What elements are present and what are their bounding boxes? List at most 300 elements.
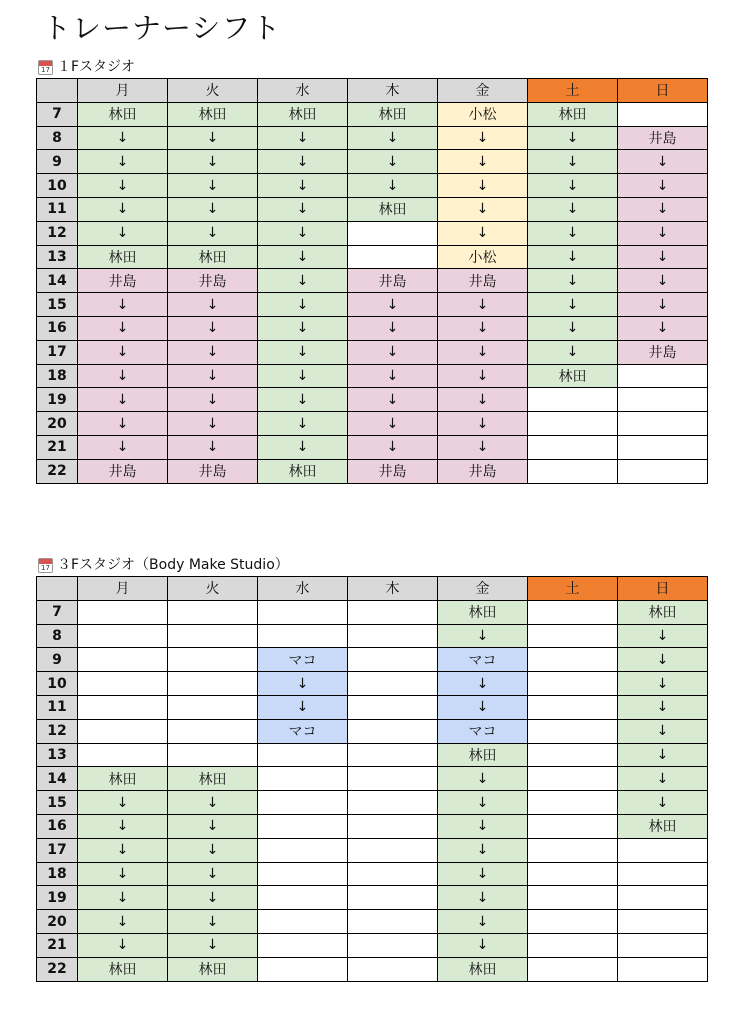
shift-cell: 林田 bbox=[168, 245, 258, 269]
shift-cell bbox=[618, 388, 708, 412]
day-header: 月 bbox=[78, 577, 168, 601]
shift-cell: ↓ bbox=[438, 293, 528, 317]
shift-cell: ↓ bbox=[438, 316, 528, 340]
shift-cell bbox=[258, 600, 348, 624]
shift-cell: ↓ bbox=[528, 293, 618, 317]
shift-cell: ↓ bbox=[528, 269, 618, 293]
shift-cell bbox=[618, 838, 708, 862]
shift-cell bbox=[168, 719, 258, 743]
shift-cell: ↓ bbox=[168, 910, 258, 934]
shift-cell: ↓ bbox=[528, 197, 618, 221]
shift-cell: ↓ bbox=[348, 293, 438, 317]
table-row bbox=[37, 388, 708, 412]
shift-cell bbox=[348, 672, 438, 696]
day-header: 日 bbox=[618, 577, 708, 601]
studio-1f-title bbox=[38, 56, 135, 78]
shift-cell: ↓ bbox=[438, 695, 528, 719]
shift-cell bbox=[78, 600, 168, 624]
shift-cell bbox=[528, 624, 618, 648]
corner-cell bbox=[37, 79, 78, 103]
shift-cell bbox=[258, 910, 348, 934]
shift-cell: マコ bbox=[438, 648, 528, 672]
hour-cell: 9 bbox=[37, 150, 78, 174]
shift-cell: ↓ bbox=[528, 316, 618, 340]
table-row bbox=[37, 838, 708, 862]
shift-cell: ↓ bbox=[348, 174, 438, 198]
shift-cell: ↓ bbox=[618, 672, 708, 696]
shift-cell bbox=[528, 862, 618, 886]
shift-cell: ↓ bbox=[618, 719, 708, 743]
shift-cell: ↓ bbox=[168, 340, 258, 364]
shift-cell: ↓ bbox=[438, 197, 528, 221]
hour-cell: 15 bbox=[37, 293, 78, 317]
shift-cell bbox=[348, 648, 438, 672]
studio-3f-label: ３Fスタジオ（Body Make Studio） bbox=[57, 557, 289, 573]
shift-cell bbox=[618, 910, 708, 934]
shift-cell bbox=[168, 672, 258, 696]
shift-cell: ↓ bbox=[78, 316, 168, 340]
shift-cell bbox=[78, 648, 168, 672]
shift-cell: ↓ bbox=[78, 364, 168, 388]
shift-cell bbox=[258, 957, 348, 981]
shift-cell bbox=[168, 600, 258, 624]
table-row bbox=[37, 672, 708, 696]
shift-cell: ↓ bbox=[168, 126, 258, 150]
hour-cell: 18 bbox=[37, 862, 78, 886]
shift-cell bbox=[348, 767, 438, 791]
shift-cell: ↓ bbox=[168, 388, 258, 412]
table-row bbox=[37, 862, 708, 886]
shift-cell: ↓ bbox=[348, 340, 438, 364]
shift-cell bbox=[258, 624, 348, 648]
shift-cell: ↓ bbox=[78, 197, 168, 221]
shift-cell bbox=[168, 648, 258, 672]
shift-cell bbox=[78, 743, 168, 767]
table-row bbox=[37, 221, 708, 245]
shift-cell: ↓ bbox=[618, 648, 708, 672]
table-row bbox=[37, 126, 708, 150]
shift-cell: ↓ bbox=[258, 340, 348, 364]
shift-cell bbox=[78, 672, 168, 696]
table-row bbox=[37, 910, 708, 934]
shift-cell bbox=[348, 245, 438, 269]
shift-cell: 林田 bbox=[438, 743, 528, 767]
table-row bbox=[37, 600, 708, 624]
shift-cell: ↓ bbox=[438, 340, 528, 364]
table-row bbox=[37, 791, 708, 815]
shift-cell: 林田 bbox=[78, 102, 168, 126]
hour-cell: 20 bbox=[37, 910, 78, 934]
hour-cell: 15 bbox=[37, 791, 78, 815]
page-title: トレーナーシフト bbox=[42, 11, 282, 45]
shift-cell bbox=[258, 814, 348, 838]
shift-cell: 林田 bbox=[438, 600, 528, 624]
shift-cell: ↓ bbox=[438, 624, 528, 648]
shift-cell: 林田 bbox=[78, 767, 168, 791]
table-row bbox=[37, 269, 708, 293]
shift-cell bbox=[618, 459, 708, 483]
shift-cell bbox=[618, 886, 708, 910]
shift-cell: ↓ bbox=[78, 174, 168, 198]
shift-cell: ↓ bbox=[78, 791, 168, 815]
shift-cell bbox=[348, 695, 438, 719]
table-row bbox=[37, 814, 708, 838]
shift-cell: 林田 bbox=[618, 814, 708, 838]
shift-cell bbox=[348, 624, 438, 648]
day-header: 水 bbox=[258, 79, 348, 103]
shift-cell bbox=[348, 862, 438, 886]
shift-cell: ↓ bbox=[258, 269, 348, 293]
shift-cell bbox=[528, 695, 618, 719]
day-header: 金 bbox=[438, 577, 528, 601]
shift-cell bbox=[348, 886, 438, 910]
shift-cell bbox=[528, 791, 618, 815]
shift-cell bbox=[78, 695, 168, 719]
shift-cell: ↓ bbox=[348, 388, 438, 412]
shift-cell: ↓ bbox=[168, 933, 258, 957]
shift-cell: ↓ bbox=[618, 767, 708, 791]
calendar-icon: 17 bbox=[38, 60, 53, 75]
shift-cell: ↓ bbox=[78, 293, 168, 317]
shift-cell: ↓ bbox=[78, 838, 168, 862]
hour-cell: 17 bbox=[37, 838, 78, 862]
table-row bbox=[37, 340, 708, 364]
shift-cell: ↓ bbox=[168, 174, 258, 198]
shift-cell: 林田 bbox=[258, 459, 348, 483]
shift-cell bbox=[618, 435, 708, 459]
shift-cell: ↓ bbox=[78, 150, 168, 174]
shift-cell: ↓ bbox=[618, 174, 708, 198]
shift-cell: ↓ bbox=[618, 269, 708, 293]
shift-cell: ↓ bbox=[438, 435, 528, 459]
shift-cell bbox=[618, 862, 708, 886]
shift-cell bbox=[258, 862, 348, 886]
table-row bbox=[37, 316, 708, 340]
shift-cell: ↓ bbox=[78, 814, 168, 838]
shift-cell: 林田 bbox=[78, 957, 168, 981]
table-row bbox=[37, 174, 708, 198]
shift-cell: ↓ bbox=[258, 435, 348, 459]
shift-cell bbox=[258, 838, 348, 862]
shift-cell: 井島 bbox=[618, 340, 708, 364]
shift-cell: ↓ bbox=[618, 293, 708, 317]
shift-cell: ↓ bbox=[78, 126, 168, 150]
shift-cell: マコ bbox=[438, 719, 528, 743]
table-row bbox=[37, 197, 708, 221]
shift-cell bbox=[348, 221, 438, 245]
hour-cell: 9 bbox=[37, 648, 78, 672]
shift-cell: ↓ bbox=[78, 340, 168, 364]
shift-cell: マコ bbox=[258, 719, 348, 743]
shift-cell: 小松 bbox=[438, 245, 528, 269]
shift-cell bbox=[528, 719, 618, 743]
shift-cell bbox=[528, 672, 618, 696]
shift-cell: ↓ bbox=[168, 221, 258, 245]
hour-cell: 13 bbox=[37, 245, 78, 269]
shift-cell bbox=[528, 910, 618, 934]
table-row bbox=[37, 364, 708, 388]
shift-cell: ↓ bbox=[348, 364, 438, 388]
table-row bbox=[37, 933, 708, 957]
shift-cell: ↓ bbox=[438, 886, 528, 910]
shift-cell: ↓ bbox=[168, 150, 258, 174]
table-row bbox=[37, 102, 708, 126]
shift-cell: ↓ bbox=[258, 174, 348, 198]
shift-cell: ↓ bbox=[168, 814, 258, 838]
shift-cell bbox=[168, 624, 258, 648]
hour-cell: 13 bbox=[37, 743, 78, 767]
shift-cell: ↓ bbox=[168, 886, 258, 910]
hour-cell: 12 bbox=[37, 719, 78, 743]
shift-cell: ↓ bbox=[78, 862, 168, 886]
day-header: 金 bbox=[438, 79, 528, 103]
shift-cell: 林田 bbox=[348, 102, 438, 126]
shift-cell: ↓ bbox=[438, 126, 528, 150]
shift-cell: ↓ bbox=[438, 814, 528, 838]
shift-cell: ↓ bbox=[258, 388, 348, 412]
shift-cell: 林田 bbox=[168, 102, 258, 126]
shift-cell bbox=[258, 886, 348, 910]
shift-cell bbox=[348, 933, 438, 957]
shift-cell: ↓ bbox=[168, 293, 258, 317]
shift-cell bbox=[528, 957, 618, 981]
shift-cell: ↓ bbox=[438, 174, 528, 198]
hour-cell: 18 bbox=[37, 364, 78, 388]
shift-cell: ↓ bbox=[168, 316, 258, 340]
day-header: 水 bbox=[258, 577, 348, 601]
shift-cell: ↓ bbox=[78, 886, 168, 910]
table-row bbox=[37, 245, 708, 269]
shift-cell: ↓ bbox=[618, 197, 708, 221]
shift-cell: ↓ bbox=[528, 245, 618, 269]
day-header: 土 bbox=[528, 577, 618, 601]
hour-cell: 7 bbox=[37, 102, 78, 126]
shift-cell: ↓ bbox=[528, 340, 618, 364]
shift-cell bbox=[528, 435, 618, 459]
shift-cell bbox=[348, 957, 438, 981]
shift-cell bbox=[258, 791, 348, 815]
shift-cell: ↓ bbox=[78, 435, 168, 459]
shift-cell: ↓ bbox=[168, 435, 258, 459]
shift-cell: ↓ bbox=[618, 695, 708, 719]
table-row bbox=[37, 767, 708, 791]
shift-cell bbox=[528, 459, 618, 483]
shift-cell: 林田 bbox=[78, 245, 168, 269]
table-row bbox=[37, 886, 708, 910]
shift-cell: 林田 bbox=[168, 957, 258, 981]
shift-cell: ↓ bbox=[258, 412, 348, 436]
shift-cell: 井島 bbox=[78, 269, 168, 293]
hour-cell: 22 bbox=[37, 957, 78, 981]
shift-cell: ↓ bbox=[438, 838, 528, 862]
table-row bbox=[37, 150, 708, 174]
table-row bbox=[37, 435, 708, 459]
shift-cell: 井島 bbox=[348, 459, 438, 483]
shift-cell bbox=[258, 767, 348, 791]
shift-cell: ↓ bbox=[618, 624, 708, 648]
hour-cell: 16 bbox=[37, 316, 78, 340]
shift-cell: ↓ bbox=[438, 388, 528, 412]
shift-cell bbox=[528, 648, 618, 672]
table-row bbox=[37, 695, 708, 719]
shift-cell bbox=[528, 388, 618, 412]
shift-cell: ↓ bbox=[168, 791, 258, 815]
shift-cell: ↓ bbox=[438, 364, 528, 388]
shift-cell: ↓ bbox=[258, 316, 348, 340]
table-row bbox=[37, 624, 708, 648]
hour-cell: 20 bbox=[37, 412, 78, 436]
shift-cell bbox=[618, 102, 708, 126]
shift-cell: ↓ bbox=[168, 364, 258, 388]
shift-cell: ↓ bbox=[78, 933, 168, 957]
shift-cell: 林田 bbox=[168, 767, 258, 791]
shift-cell bbox=[618, 412, 708, 436]
shift-cell: ↓ bbox=[618, 316, 708, 340]
shift-cell: 林田 bbox=[528, 102, 618, 126]
shift-cell: ↓ bbox=[258, 245, 348, 269]
shift-cell bbox=[528, 412, 618, 436]
hour-cell: 22 bbox=[37, 459, 78, 483]
shift-cell: ↓ bbox=[438, 910, 528, 934]
hour-cell: 10 bbox=[37, 174, 78, 198]
shift-cell bbox=[528, 886, 618, 910]
shift-cell: ↓ bbox=[168, 862, 258, 886]
hour-cell: 16 bbox=[37, 814, 78, 838]
hour-cell: 14 bbox=[37, 767, 78, 791]
shift-cell bbox=[348, 791, 438, 815]
hour-cell: 17 bbox=[37, 340, 78, 364]
day-header: 木 bbox=[348, 577, 438, 601]
day-header: 火 bbox=[168, 577, 258, 601]
shift-cell: ↓ bbox=[618, 150, 708, 174]
table-row bbox=[37, 719, 708, 743]
table-row bbox=[37, 648, 708, 672]
shift-cell: ↓ bbox=[618, 743, 708, 767]
shift-cell: 井島 bbox=[618, 126, 708, 150]
day-header: 日 bbox=[618, 79, 708, 103]
table-row bbox=[37, 412, 708, 436]
shift-cell: ↓ bbox=[78, 412, 168, 436]
shift-cell: ↓ bbox=[438, 933, 528, 957]
day-header: 月 bbox=[78, 79, 168, 103]
hour-cell: 8 bbox=[37, 126, 78, 150]
shift-cell: ↓ bbox=[348, 435, 438, 459]
shift-cell: ↓ bbox=[438, 862, 528, 886]
table-row bbox=[37, 743, 708, 767]
studio-1f-schedule bbox=[36, 78, 708, 484]
shift-cell: ↓ bbox=[78, 910, 168, 934]
shift-cell bbox=[258, 933, 348, 957]
shift-cell: ↓ bbox=[348, 150, 438, 174]
shift-cell bbox=[528, 814, 618, 838]
shift-cell: ↓ bbox=[168, 197, 258, 221]
hour-cell: 12 bbox=[37, 221, 78, 245]
shift-cell bbox=[348, 838, 438, 862]
studio-1f-label: １Fスタジオ bbox=[57, 59, 136, 75]
shift-cell: ↓ bbox=[258, 672, 348, 696]
shift-cell: 林田 bbox=[528, 364, 618, 388]
shift-cell bbox=[348, 719, 438, 743]
corner-cell bbox=[37, 577, 78, 601]
shift-cell bbox=[528, 767, 618, 791]
shift-cell: ↓ bbox=[438, 412, 528, 436]
shift-cell: ↓ bbox=[438, 767, 528, 791]
shift-cell: ↓ bbox=[528, 221, 618, 245]
shift-cell: ↓ bbox=[258, 364, 348, 388]
shift-cell bbox=[618, 364, 708, 388]
shift-cell: ↓ bbox=[618, 791, 708, 815]
studio-3f-schedule bbox=[36, 576, 708, 982]
shift-cell: 林田 bbox=[348, 197, 438, 221]
shift-cell bbox=[618, 957, 708, 981]
hour-cell: 11 bbox=[37, 695, 78, 719]
shift-cell bbox=[258, 743, 348, 767]
shift-cell: ↓ bbox=[258, 293, 348, 317]
shift-cell: ↓ bbox=[168, 412, 258, 436]
shift-cell bbox=[78, 719, 168, 743]
hour-cell: 21 bbox=[37, 435, 78, 459]
shift-cell bbox=[348, 910, 438, 934]
shift-cell: ↓ bbox=[528, 174, 618, 198]
shift-cell: 井島 bbox=[438, 459, 528, 483]
shift-cell: 林田 bbox=[438, 957, 528, 981]
shift-cell: ↓ bbox=[528, 126, 618, 150]
studio-3f-title bbox=[38, 554, 289, 576]
hour-cell: 19 bbox=[37, 886, 78, 910]
shift-cell: ↓ bbox=[438, 221, 528, 245]
shift-cell: 井島 bbox=[168, 459, 258, 483]
day-header: 火 bbox=[168, 79, 258, 103]
table-row bbox=[37, 293, 708, 317]
shift-cell: ↓ bbox=[618, 245, 708, 269]
shift-cell bbox=[78, 624, 168, 648]
shift-cell: ↓ bbox=[258, 197, 348, 221]
shift-cell bbox=[348, 600, 438, 624]
shift-cell: ↓ bbox=[348, 412, 438, 436]
shift-cell: ↓ bbox=[258, 695, 348, 719]
shift-cell: 林田 bbox=[618, 600, 708, 624]
shift-cell: ↓ bbox=[438, 791, 528, 815]
hour-cell: 19 bbox=[37, 388, 78, 412]
shift-cell bbox=[168, 743, 258, 767]
shift-cell: 井島 bbox=[78, 459, 168, 483]
hour-cell: 11 bbox=[37, 197, 78, 221]
shift-cell bbox=[168, 695, 258, 719]
shift-cell bbox=[528, 743, 618, 767]
header-row bbox=[37, 79, 708, 103]
shift-cell bbox=[348, 814, 438, 838]
day-header: 土 bbox=[528, 79, 618, 103]
header-row bbox=[37, 577, 708, 601]
hour-cell: 8 bbox=[37, 624, 78, 648]
shift-cell bbox=[528, 600, 618, 624]
table-row bbox=[37, 957, 708, 981]
shift-cell: ↓ bbox=[78, 221, 168, 245]
hour-cell: 10 bbox=[37, 672, 78, 696]
shift-cell: 井島 bbox=[168, 269, 258, 293]
hour-cell: 7 bbox=[37, 600, 78, 624]
shift-cell: マコ bbox=[258, 648, 348, 672]
shift-cell: 小松 bbox=[438, 102, 528, 126]
shift-cell: ↓ bbox=[258, 126, 348, 150]
shift-cell: ↓ bbox=[258, 221, 348, 245]
shift-cell: 井島 bbox=[438, 269, 528, 293]
shift-cell bbox=[528, 933, 618, 957]
shift-cell: ↓ bbox=[528, 150, 618, 174]
hour-cell: 14 bbox=[37, 269, 78, 293]
shift-cell bbox=[528, 838, 618, 862]
calendar-icon: 17 bbox=[38, 558, 53, 573]
